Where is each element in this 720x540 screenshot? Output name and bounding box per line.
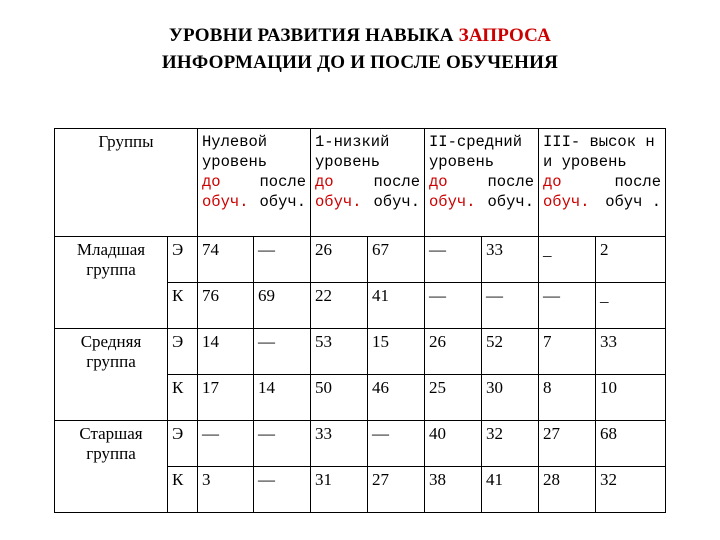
value-cell: 14 (198, 329, 254, 375)
value-cell: 41 (368, 283, 425, 329)
value-cell: 27 (368, 467, 425, 513)
level-zero-header (198, 129, 311, 237)
value-cell: — (425, 237, 482, 283)
after-label-bottom: обуч. (487, 193, 534, 211)
value-cell: 76 (198, 283, 254, 329)
value-cell: 14 (254, 375, 311, 421)
value-cell: — (254, 467, 311, 513)
title-line-1-text: УРОВНИ РАЗВИТИЯ НАВЫКА (168, 25, 459, 46)
value-cell: 32 (482, 421, 539, 467)
subgroup-cell: К (168, 375, 198, 421)
value-cell: — (368, 421, 425, 467)
value-cell: 32 (596, 467, 666, 513)
subgroup-cell: Э (168, 237, 198, 283)
after-label: после (259, 173, 306, 191)
value-cell: — (254, 329, 311, 375)
after-label-bottom: обуч. (259, 193, 306, 211)
title-highlight: ЗАПРОСА (458, 25, 552, 46)
level-zero-name: Нулевой (202, 133, 268, 151)
value-cell: 74 (198, 237, 254, 283)
value-cell: 26 (311, 237, 368, 283)
value-cell: — (198, 421, 254, 467)
value-cell: _ (596, 283, 666, 329)
subgroup-cell: Э (168, 329, 198, 375)
value-cell: 26 (425, 329, 482, 375)
value-cell: 50 (311, 375, 368, 421)
value-cell: 22 (311, 283, 368, 329)
value-cell: _ (539, 237, 596, 283)
value-cell: 7 (539, 329, 596, 375)
after-label: после (614, 173, 661, 191)
value-cell: — (425, 283, 482, 329)
value-cell: 28 (539, 467, 596, 513)
value-cell: 31 (311, 467, 368, 513)
level-zero-suffix: уровень (202, 153, 268, 171)
after-label: после (487, 173, 534, 191)
level-high-suffix: и уровень (543, 153, 627, 171)
subgroup-cell: Э (168, 421, 198, 467)
value-cell: 46 (368, 375, 425, 421)
table-row (55, 329, 666, 375)
value-cell: 33 (311, 421, 368, 467)
level-mid-header (425, 129, 539, 237)
title-line-2: ИНФОРМАЦИИ ДО И ПОСЛЕ ОБУЧЕНИЯ (161, 52, 559, 73)
value-cell: 69 (254, 283, 311, 329)
value-cell: — (254, 237, 311, 283)
level-low-header (311, 129, 425, 237)
before-label: до (315, 173, 334, 191)
subgroup-cell: К (168, 283, 198, 329)
level-low-name: 1-низкий (315, 133, 390, 151)
title-line-1 (0, 22, 720, 49)
value-cell: — (539, 283, 596, 329)
value-cell: 3 (198, 467, 254, 513)
level-low-suffix: уровень (315, 153, 381, 171)
header-row (55, 129, 666, 237)
value-cell: 67 (368, 237, 425, 283)
before-label: до (202, 173, 221, 191)
level-mid-suffix: уровень (429, 153, 495, 171)
value-cell: 2 (596, 237, 666, 283)
value-cell: 8 (539, 375, 596, 421)
value-cell: 15 (368, 329, 425, 375)
before-label: до (543, 173, 562, 191)
value-cell: — (254, 421, 311, 467)
before-label-bottom: обуч. (202, 193, 249, 211)
group-name-cell: Младшая группа (55, 237, 168, 329)
value-cell: 33 (596, 329, 666, 375)
after-label: после (373, 173, 420, 191)
level-high-name: III- высок н (543, 133, 655, 151)
subgroup-cell: К (168, 467, 198, 513)
value-cell: — (482, 283, 539, 329)
page-title (0, 22, 720, 76)
value-cell: 27 (539, 421, 596, 467)
value-cell: 40 (425, 421, 482, 467)
value-cell: 10 (596, 375, 666, 421)
value-cell: 38 (425, 467, 482, 513)
groups-header: Группы (55, 129, 198, 237)
before-label-bottom: обуч. (315, 193, 362, 211)
after-label-bottom: обуч . (605, 193, 661, 211)
after-label-bottom: обуч. (373, 193, 420, 211)
value-cell: 25 (425, 375, 482, 421)
table-row (55, 237, 666, 283)
value-cell: 17 (198, 375, 254, 421)
value-cell: 30 (482, 375, 539, 421)
levels-table (54, 128, 666, 513)
value-cell: 52 (482, 329, 539, 375)
value-cell: 68 (596, 421, 666, 467)
value-cell: 41 (482, 467, 539, 513)
level-mid-name: II-средний (429, 133, 523, 151)
level-high-header (539, 129, 666, 237)
before-label: до (429, 173, 448, 191)
value-cell: 53 (311, 329, 368, 375)
table-row (55, 421, 666, 467)
before-label-bottom: обуч. (429, 193, 476, 211)
value-cell: 33 (482, 237, 539, 283)
group-name-cell: Средняя группа (55, 329, 168, 421)
before-label-bottom: обуч. (543, 193, 590, 211)
group-name-cell: Старшая группа (55, 421, 168, 513)
